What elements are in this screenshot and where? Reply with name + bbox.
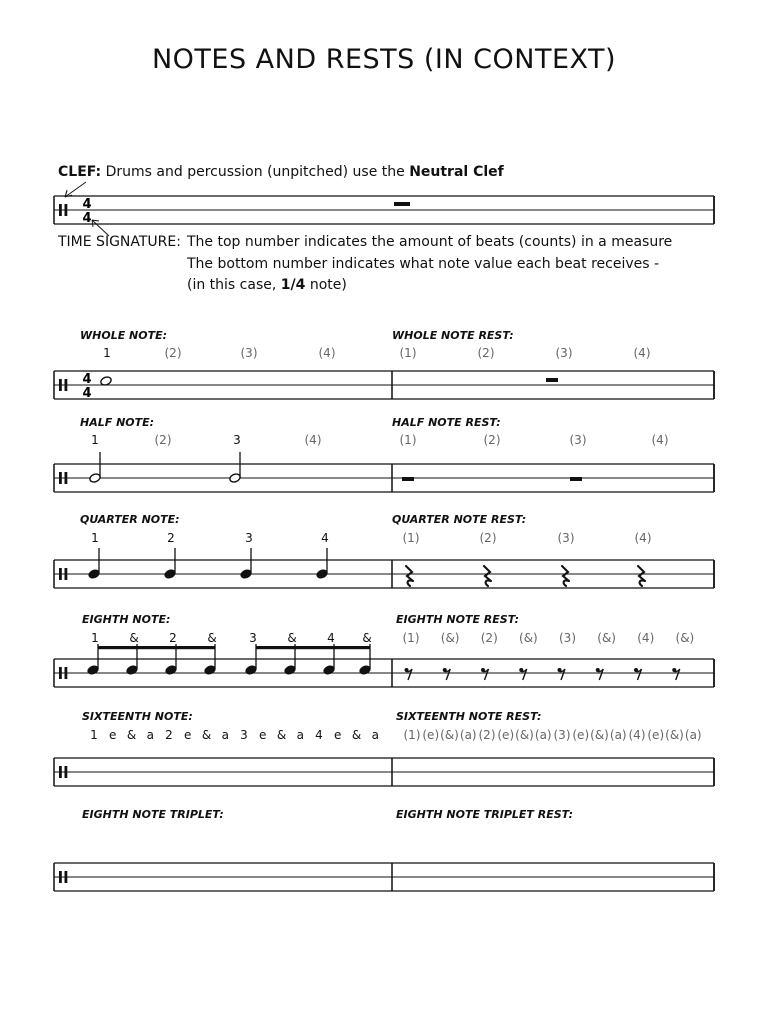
quarter-rest xyxy=(638,566,645,586)
note-count: & xyxy=(201,728,212,742)
rest-label: SIXTEENTH NOTE REST: xyxy=(396,710,542,723)
note-count: 2 xyxy=(169,631,177,645)
rest-label: QUARTER NOTE REST: xyxy=(392,513,527,526)
note-count: 1 xyxy=(103,346,111,360)
note-count: & xyxy=(207,631,217,645)
time-signature-label: TIME SIGNATURE: xyxy=(58,234,181,250)
rest-count: (2) xyxy=(479,531,497,545)
note-count: e xyxy=(334,728,342,742)
neutral-clef-icon xyxy=(59,871,62,883)
neutral-clef-icon xyxy=(65,204,68,216)
time-signature-top: 4 xyxy=(82,372,92,387)
whole-rest xyxy=(394,202,410,206)
note-count: & xyxy=(351,728,362,742)
half-rest xyxy=(402,477,414,481)
note-count: 1 xyxy=(91,433,99,447)
note-label: EIGHTH NOTE: xyxy=(82,613,171,626)
neutral-clef-icon xyxy=(59,204,62,216)
rest-count: (&) xyxy=(597,631,616,645)
note-label: QUARTER NOTE: xyxy=(80,513,180,526)
note-count: & xyxy=(276,728,287,742)
rest-count: (&) xyxy=(515,728,534,742)
note-label: SIXTEENTH NOTE: xyxy=(82,710,193,723)
rest-count: (3) xyxy=(569,433,587,447)
neutral-clef-icon xyxy=(65,766,68,778)
note-count: e xyxy=(109,728,117,742)
note-label: WHOLE NOTE: xyxy=(80,329,168,342)
note-count: 4 xyxy=(327,631,335,645)
note-count: a xyxy=(221,728,229,742)
note-beam xyxy=(98,646,215,649)
note-count: 4 xyxy=(321,531,329,545)
rest-count: (e) xyxy=(422,728,440,742)
rest-count: (3) xyxy=(555,346,573,360)
whole-rest xyxy=(546,378,558,382)
half-rest xyxy=(570,477,582,481)
rest-count: (3) xyxy=(559,631,576,645)
neutral-clef-icon xyxy=(59,472,62,484)
note-label: EIGHTH NOTE TRIPLET: xyxy=(82,808,224,821)
note-count: a xyxy=(146,728,154,742)
rest-count: (1) xyxy=(399,346,417,360)
note-count: e xyxy=(184,728,192,742)
rest-count: (a) xyxy=(459,728,477,742)
note-count: & xyxy=(126,728,137,742)
note-count: 4 xyxy=(315,728,323,742)
quarter-rest xyxy=(406,566,413,586)
rest-count: (&) xyxy=(665,728,684,742)
rest-count: (2) xyxy=(480,631,498,645)
rest-count: (4) xyxy=(634,531,652,545)
note-count: 1 xyxy=(91,531,99,545)
rest-count: (2) xyxy=(477,346,495,360)
note-count: & xyxy=(129,631,139,645)
rest-label: HALF NOTE REST: xyxy=(392,416,501,429)
note-count: 1 xyxy=(90,728,98,742)
neutral-clef-icon xyxy=(65,568,68,580)
rest-count: (3) xyxy=(557,531,575,545)
note-count: (2) xyxy=(164,346,182,360)
clef-name: Neutral Clef xyxy=(409,164,504,180)
rest-label: EIGHTH NOTE REST: xyxy=(396,613,519,626)
note-count: & xyxy=(362,631,372,645)
note-label: HALF NOTE: xyxy=(80,416,155,429)
time-signature-top: 4 xyxy=(82,197,92,212)
note-count: e xyxy=(259,728,267,742)
note-count: 3 xyxy=(240,728,248,742)
note-beam xyxy=(256,646,370,649)
time-signature-value: 1/4 xyxy=(280,277,306,293)
rest-label: EIGHTH NOTE TRIPLET REST: xyxy=(396,808,573,821)
time-signature-line-1: The top number indicates the amount of beats (counts) in a measure xyxy=(187,234,673,250)
rest-count: (&) xyxy=(519,631,538,645)
rest-count: (2) xyxy=(483,433,501,447)
rest-count: (e) xyxy=(497,728,515,742)
note-count: 2 xyxy=(167,531,175,545)
rest-count: (a) xyxy=(534,728,552,742)
rest-count: (4) xyxy=(637,631,655,645)
clef-text: Drums and percussion (unpitched) use the xyxy=(105,164,410,180)
rest-count: (&) xyxy=(590,728,609,742)
rest-count: (&) xyxy=(440,728,459,742)
note-count: 3 xyxy=(245,531,253,545)
time-signature-bottom: 4 xyxy=(82,211,92,226)
rest-count: (4) xyxy=(628,728,646,742)
rest-count: (2) xyxy=(478,728,496,742)
quarter-rest xyxy=(484,566,491,586)
rest-count: (1) xyxy=(402,531,420,545)
note-count: a xyxy=(371,728,379,742)
rest-count: (e) xyxy=(647,728,665,742)
note-count: (4) xyxy=(318,346,336,360)
rest-count: (e) xyxy=(572,728,590,742)
neutral-clef-icon xyxy=(59,379,62,391)
note-count: 3 xyxy=(233,433,241,447)
neutral-clef-icon xyxy=(59,568,62,580)
neutral-clef-icon xyxy=(59,667,62,679)
neutral-clef-icon xyxy=(65,871,68,883)
neutral-clef-icon xyxy=(65,667,68,679)
time-signature-line-2: The bottom number indicates what note value each beat receives - xyxy=(187,256,660,272)
note-count: 3 xyxy=(249,631,257,645)
rest-count: (4) xyxy=(651,433,669,447)
quarter-rest xyxy=(562,566,569,586)
note-count: a xyxy=(296,728,304,742)
neutral-clef-icon xyxy=(65,379,68,391)
rest-count: (3) xyxy=(553,728,571,742)
rest-count: (a) xyxy=(609,728,627,742)
rest-count: (1) xyxy=(402,631,420,645)
rest-label: WHOLE NOTE REST: xyxy=(392,329,514,342)
time-signature-pointer-arrow xyxy=(92,220,109,236)
neutral-clef-icon xyxy=(65,472,68,484)
rest-count: (&) xyxy=(675,631,695,645)
clef-pointer-arrow xyxy=(65,182,86,197)
rest-count: (1) xyxy=(399,433,417,447)
time-signature-line-3-start: (in this case, xyxy=(187,277,281,293)
page-title: NOTES AND RESTS (IN CONTEXT) xyxy=(151,44,617,75)
note-count: (4) xyxy=(304,433,322,447)
rest-count: (&) xyxy=(440,631,460,645)
note-count: 2 xyxy=(165,728,173,742)
note-count: (2) xyxy=(154,433,172,447)
clef-label: CLEF: xyxy=(58,164,102,180)
time-signature-line-3-end: note) xyxy=(305,277,347,293)
note-count: & xyxy=(287,631,297,645)
note-count: 1 xyxy=(91,631,99,645)
rest-count: (1) xyxy=(403,728,421,742)
time-signature-bottom: 4 xyxy=(82,386,92,401)
rest-count: (a) xyxy=(684,728,702,742)
rest-count: (4) xyxy=(633,346,651,360)
neutral-clef-icon xyxy=(59,766,62,778)
note-count: (3) xyxy=(240,346,258,360)
